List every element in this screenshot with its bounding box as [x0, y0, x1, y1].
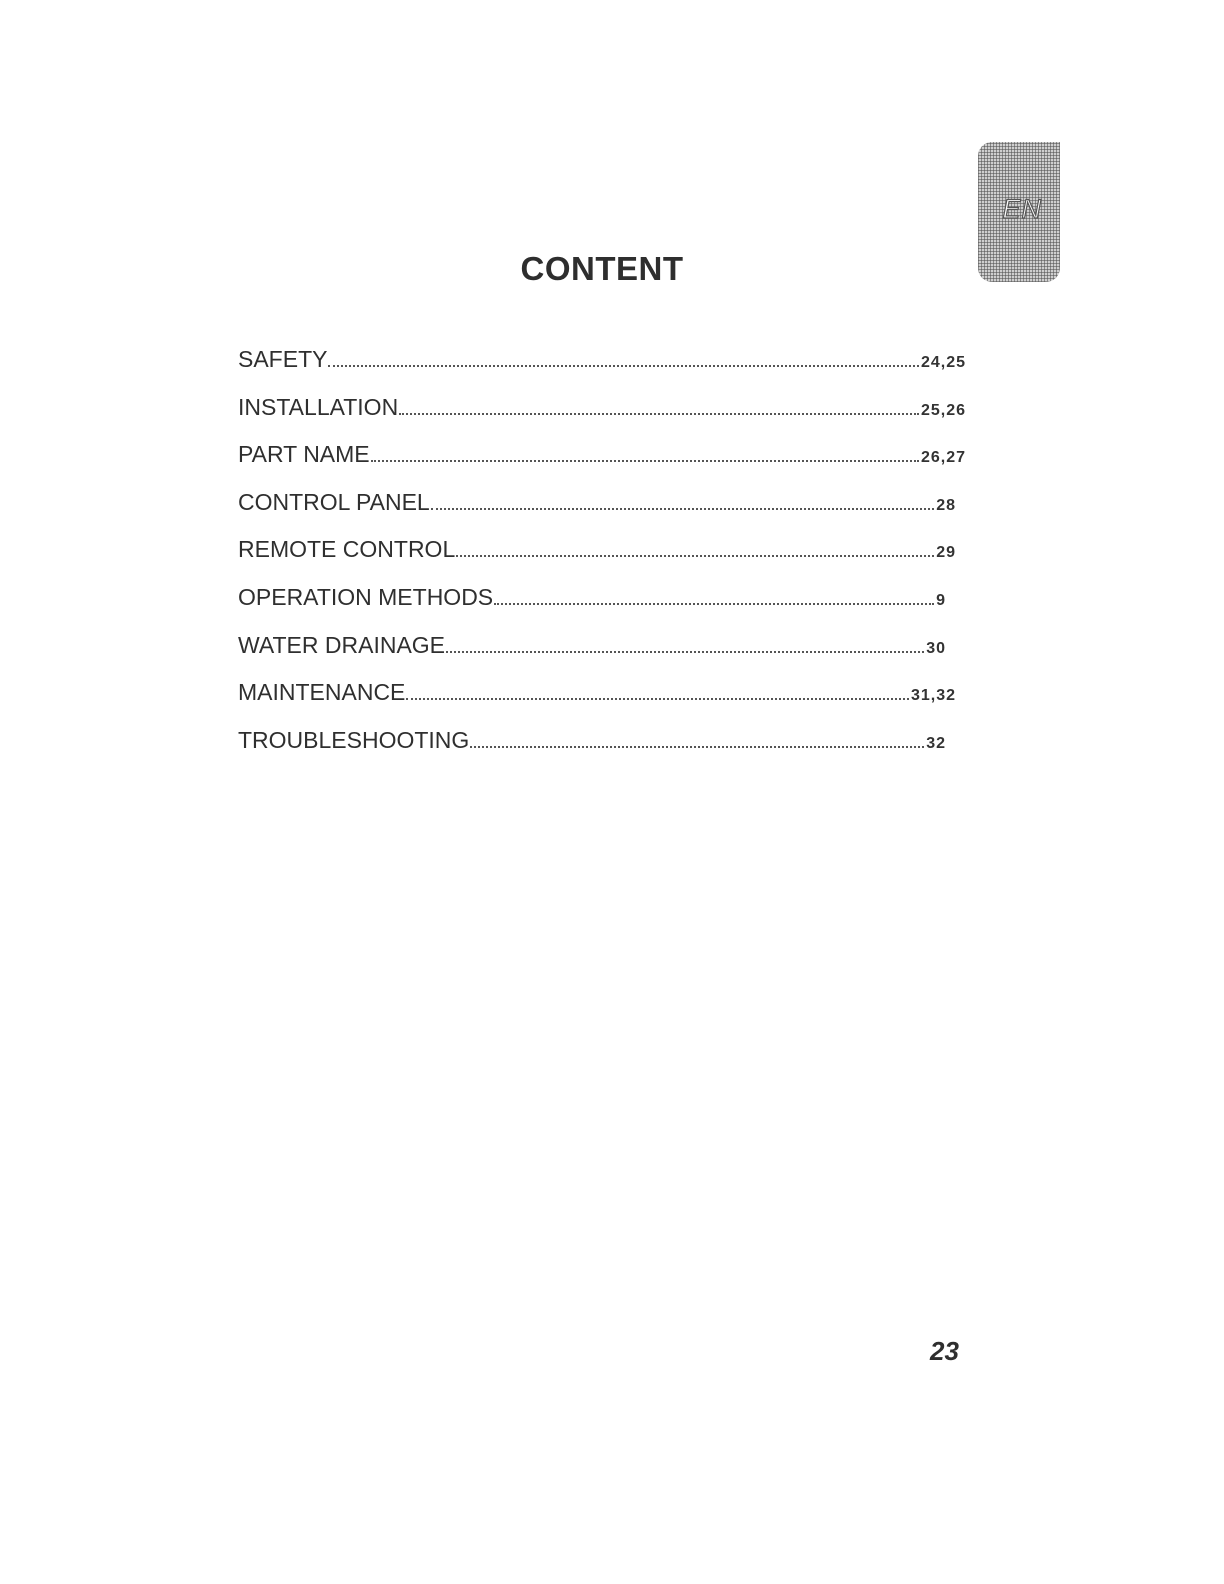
- toc-item-control-panel[interactable]: [238, 486, 956, 534]
- toc-item-page: 32: [926, 734, 946, 752]
- toc-item-troubleshooting[interactable]: [238, 724, 946, 772]
- toc-item-label: OPERATION METHODS: [238, 583, 494, 610]
- page-number: 23: [930, 1336, 959, 1366]
- page-title: CONTENT: [520, 250, 684, 287]
- toc-leader-dots: [431, 486, 934, 510]
- toc-item-page: 26,27: [920, 449, 966, 467]
- toc-leader-dots: [446, 629, 924, 653]
- toc-item-label: SAFETY: [238, 346, 328, 372]
- toc-item-page: 24,25: [920, 354, 966, 371]
- toc-leader-dots: [470, 724, 924, 748]
- toc-item-maintenance[interactable]: [238, 676, 956, 724]
- toc-item-operation-methods[interactable]: [238, 581, 946, 629]
- toc-leader-dots: [371, 438, 919, 462]
- toc-item-label: MAINTENANCE: [238, 679, 406, 706]
- toc-item-label: REMOTE CONTROL: [238, 536, 456, 563]
- toc-leader-dots: [399, 391, 919, 415]
- toc-item-safety[interactable]: [238, 343, 966, 391]
- toc-item-remote-control[interactable]: [238, 533, 956, 581]
- toc-item-page: 31,32: [910, 687, 956, 705]
- toc-leader-dots: [456, 533, 934, 557]
- table-of-contents: [238, 343, 966, 771]
- toc-item-part-name[interactable]: [238, 438, 966, 486]
- toc-item-label: TROUBLESHOOTING: [238, 726, 470, 753]
- language-tab-label: EN: [1002, 194, 1042, 224]
- toc-item-page: 25,26: [920, 401, 966, 419]
- toc-item-page: 9: [936, 591, 946, 609]
- toc-leader-dots: [494, 581, 934, 605]
- toc-item-label: CONTROL PANEL: [238, 488, 430, 515]
- toc-item-page: 28: [936, 496, 956, 514]
- toc-item-installation[interactable]: [238, 391, 966, 439]
- toc-leader-dots: [328, 343, 918, 367]
- toc-item-label: INSTALLATION: [238, 393, 399, 420]
- toc-item-water-drainage[interactable]: [238, 629, 946, 677]
- toc-item-page: 30: [926, 639, 946, 657]
- toc-item-page: 29: [936, 544, 956, 562]
- toc-item-label: WATER DRAINAGE: [238, 631, 446, 658]
- toc-item-label: PART NAME: [238, 441, 370, 468]
- toc-leader-dots: [406, 676, 909, 700]
